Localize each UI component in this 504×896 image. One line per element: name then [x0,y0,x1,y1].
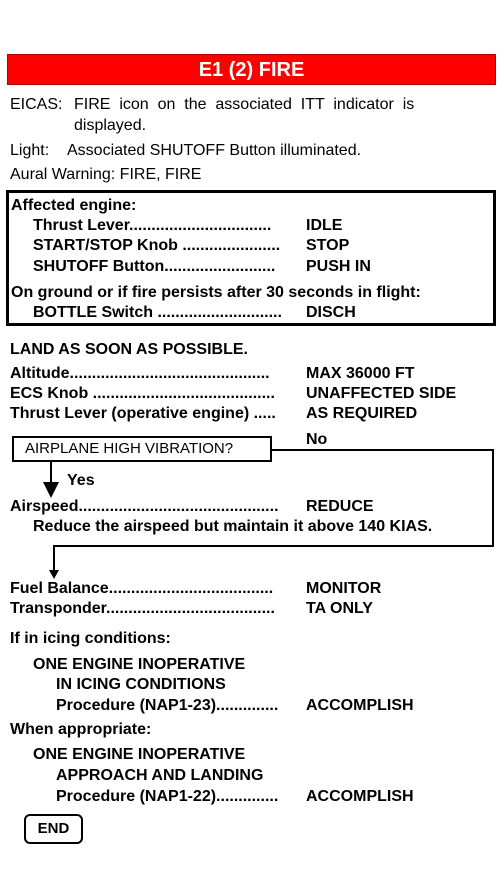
step-label: Altitude............................................. [10,365,270,382]
vibration-question: AIRPLANE HIGH VIBRATION? [25,440,234,457]
vibration-question-box [12,436,272,462]
step-label: Procedure (NAP1-22).............. [56,788,279,805]
step-value: MONITOR [306,580,382,597]
eicas-label: EICAS: [10,96,63,113]
icing-proc-title-line2: IN ICING CONDITIONS [56,676,226,693]
step-value: TA ONLY [306,600,373,617]
airspeed-note: Reduce the airspeed but maintain it above 140 KIAS. [33,518,433,535]
step-label: Fuel Balance..................................... [10,580,274,597]
step-label: BOTTLE Switch ............................ [33,304,282,321]
step-label: Thrust Lever................................ [33,217,272,234]
when-appropriate-heading: When appropriate: [10,721,152,738]
icing-procedure-step [56,697,414,715]
step-value: STOP [306,237,350,254]
step-label: SHUTOFF Button......................... [33,258,276,275]
eicas-text-line1: FIRE icon on the associated ITT indicator is [74,96,415,113]
airspeed-step [10,498,374,516]
no-label: No [306,431,328,448]
no-arrow-head [49,570,59,579]
step-value: REDUCE [306,498,374,515]
step-value: ACCOMPLISH [306,697,414,714]
eicas-text-line2: displayed. [74,117,147,134]
fire-persists-condition: On ground or if fire persists after 30 seconds in flight: [11,284,421,301]
approach-proc-title-line2: APPROACH AND LANDING [56,767,264,784]
step-label: Thrust Lever (operative engine) ..... [10,405,276,422]
step-value: PUSH IN [306,258,371,275]
affected-engine-heading: Affected engine: [11,197,137,214]
fuel-balance-step [10,580,382,598]
light-text: Associated SHUTOFF Button illuminated. [67,142,362,159]
end-marker: END [24,814,83,844]
step-label: Airspeed............................................. [10,498,279,515]
step-value: ACCOMPLISH [306,788,414,805]
step-value: MAX 36000 FT [306,365,415,382]
approach-proc-title-line1: ONE ENGINE INOPERATIVE [33,746,246,763]
step-value: AS REQUIRED [306,405,418,422]
step-value: DISCH [306,304,356,321]
step-value: IDLE [306,217,343,234]
step-label: START/STOP Knob ...................... [33,237,281,254]
yes-label: Yes [67,472,95,489]
aural-warning: Aural Warning: FIRE, FIRE [10,166,202,183]
transponder-step [10,600,373,618]
icing-heading: If in icing conditions: [10,630,171,647]
light-label: Light: [10,142,50,159]
icing-proc-title-line1: ONE ENGINE INOPERATIVE [33,656,246,673]
approach-procedure-step [56,788,414,806]
page-title: E1 (2) FIRE [7,54,496,85]
step-label: Transponder...................................... [10,600,275,617]
step-label: ECS Knob ......................................... [10,385,275,402]
land-asap: LAND AS SOON AS POSSIBLE. [10,341,248,358]
step-value: UNAFFECTED SIDE [306,385,457,402]
step-label: Procedure (NAP1-23).............. [56,697,279,714]
